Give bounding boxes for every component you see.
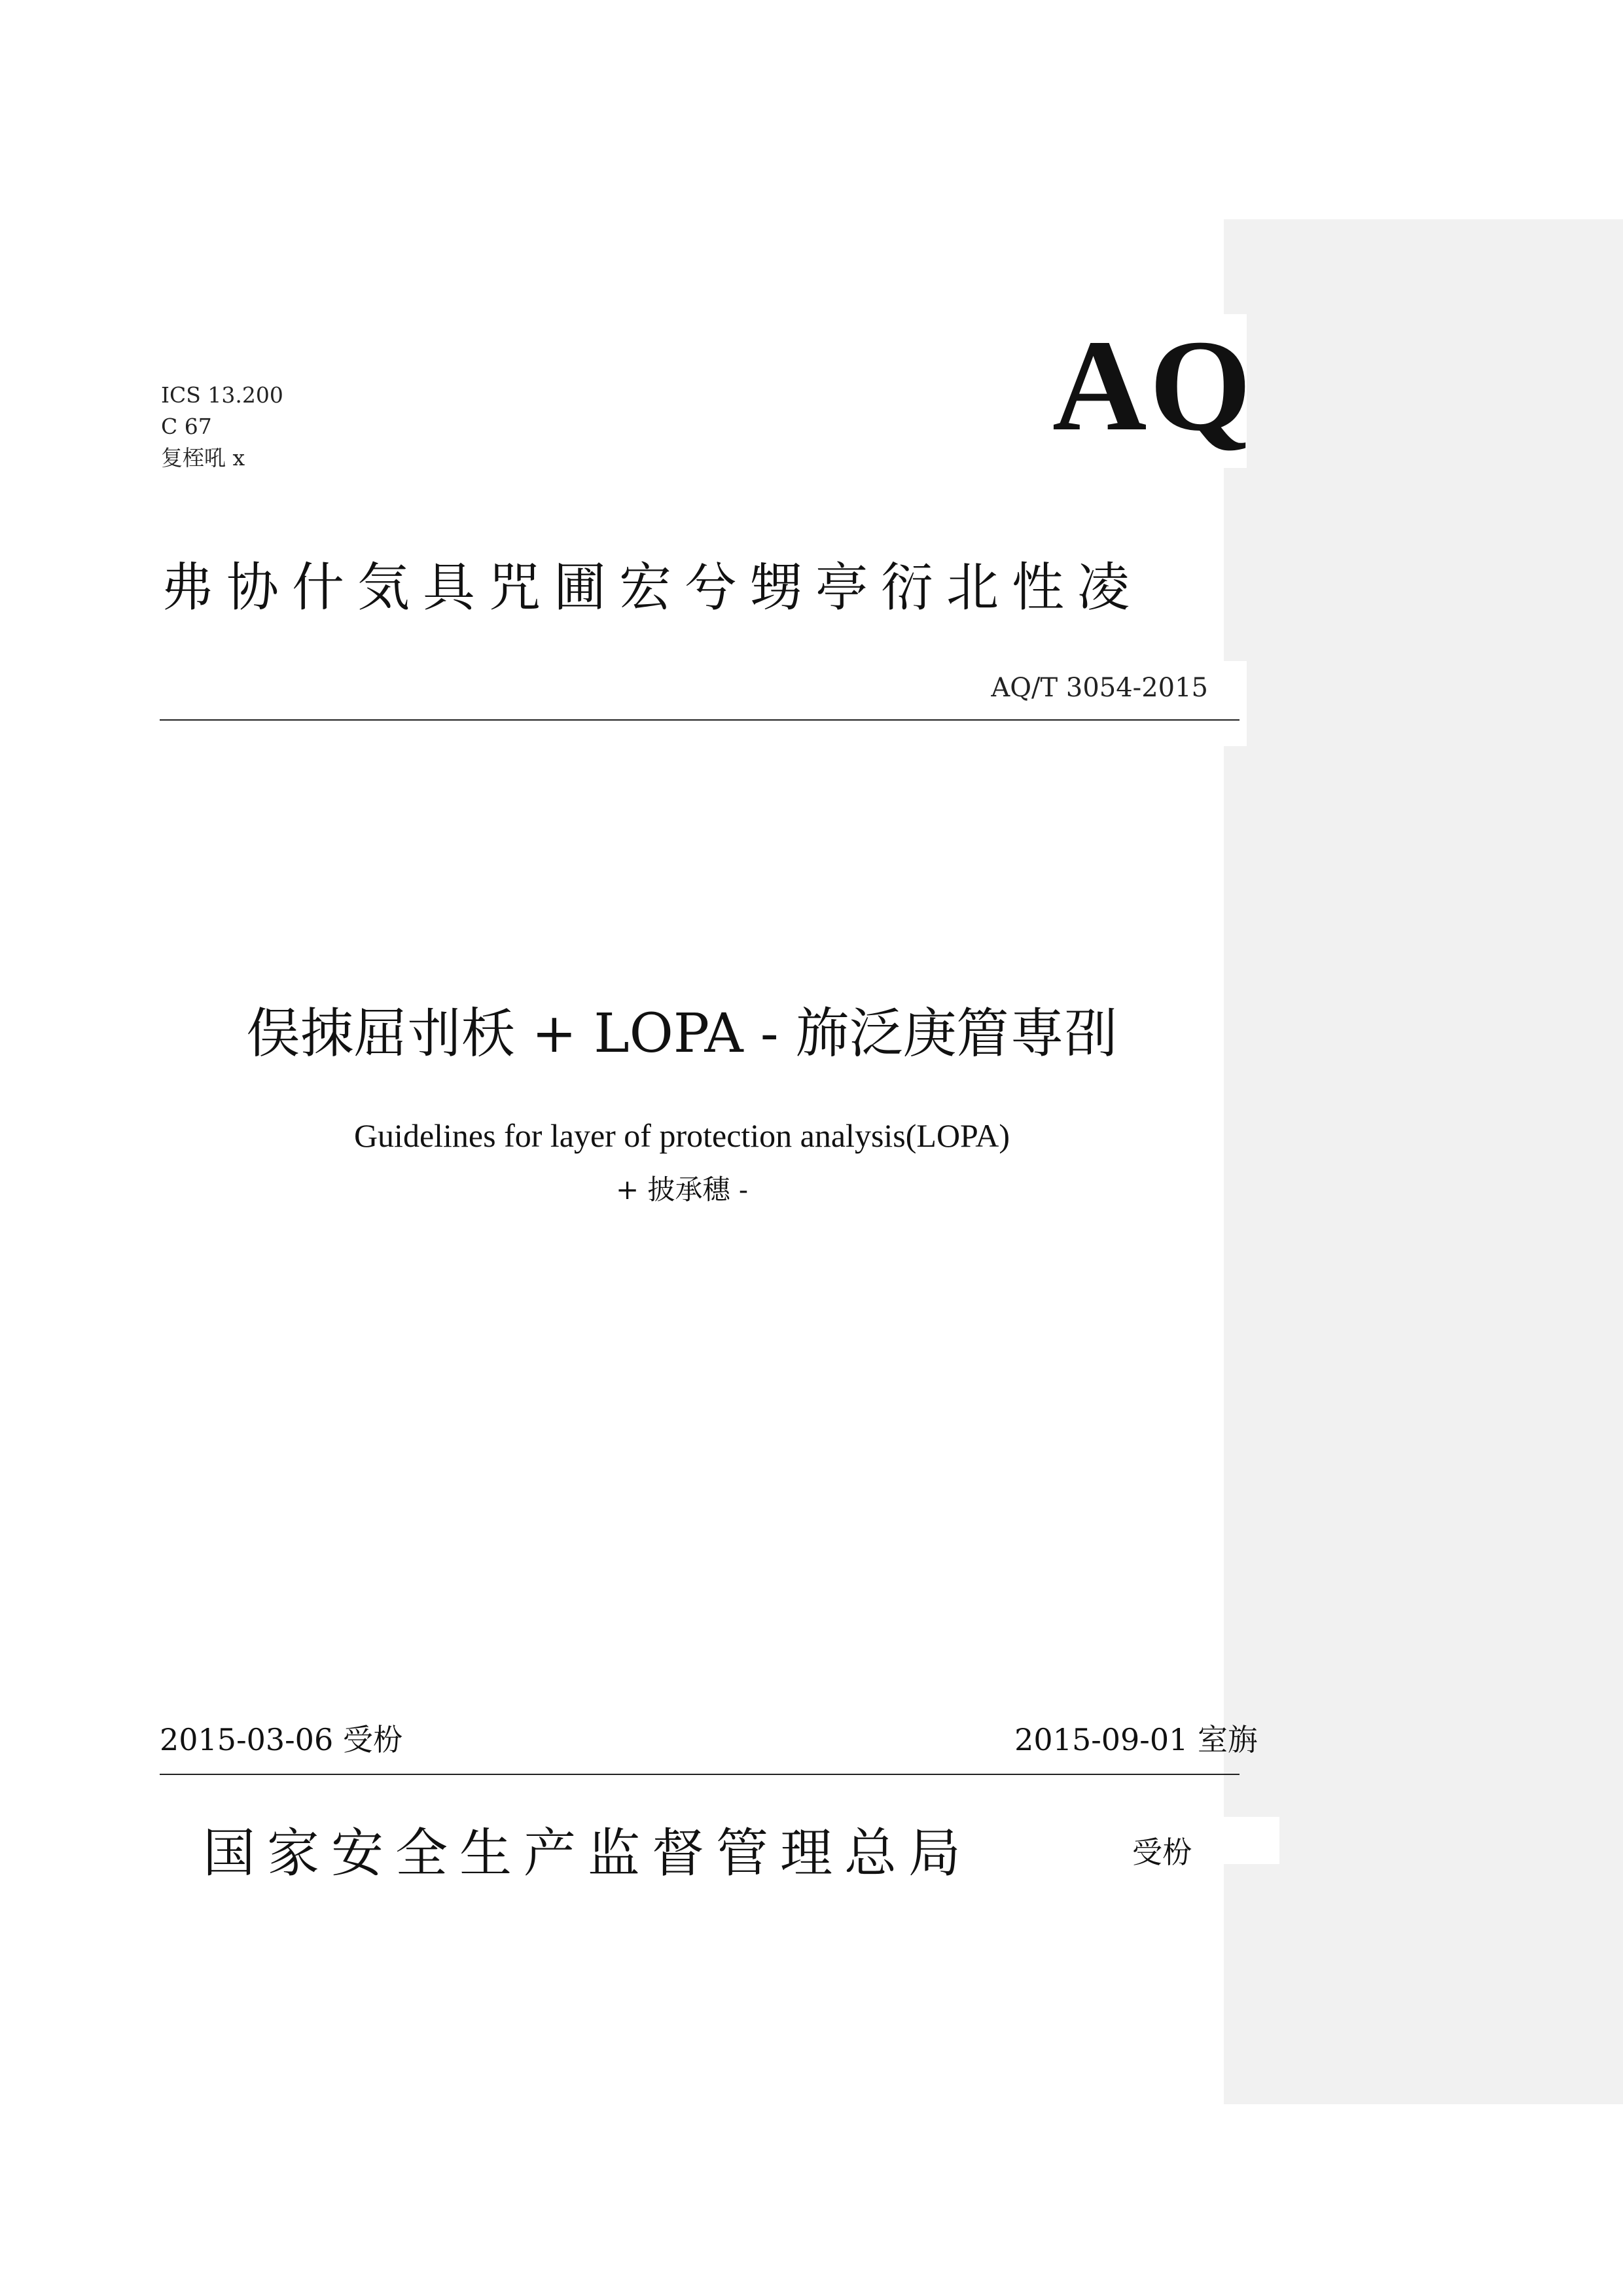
number-backdrop (1217, 661, 1247, 746)
draft-status: + 披承穗 - (615, 1174, 749, 1206)
side-panel (1224, 219, 1623, 2104)
ics-code: ICS 13.200 (161, 382, 283, 408)
issue-backdrop (1217, 1817, 1279, 1864)
document-title-en: Guidelines for layer of protection analysis(LOPA) (353, 1117, 1010, 1154)
issue-label: 受枌 (1132, 1835, 1192, 1870)
bottom-divider (160, 1774, 1240, 1775)
standard-number: AQ/T 3054-2015 (991, 673, 1208, 703)
issuing-authority: 国家安全生产监督管理总局 (203, 1823, 972, 1884)
standard-logo: AQ (1052, 314, 1254, 458)
implementation-date: 2015-09-01 室旃 (1014, 1722, 1258, 1757)
ccs-code: C 67 (161, 414, 212, 439)
top-divider (160, 719, 1240, 721)
issue-date: 2015-03-06 受枌 (160, 1722, 403, 1757)
series-title: 弗协什気具咒圃宏兮甥亭衍北性凌 (161, 557, 1143, 618)
classification-block (161, 380, 283, 474)
record-number: 复桎吼 x (161, 445, 245, 471)
document-title-cn: 俣拺屈刌枖 + LOPA - 斾泛庚篃専刟 (246, 1003, 1118, 1065)
